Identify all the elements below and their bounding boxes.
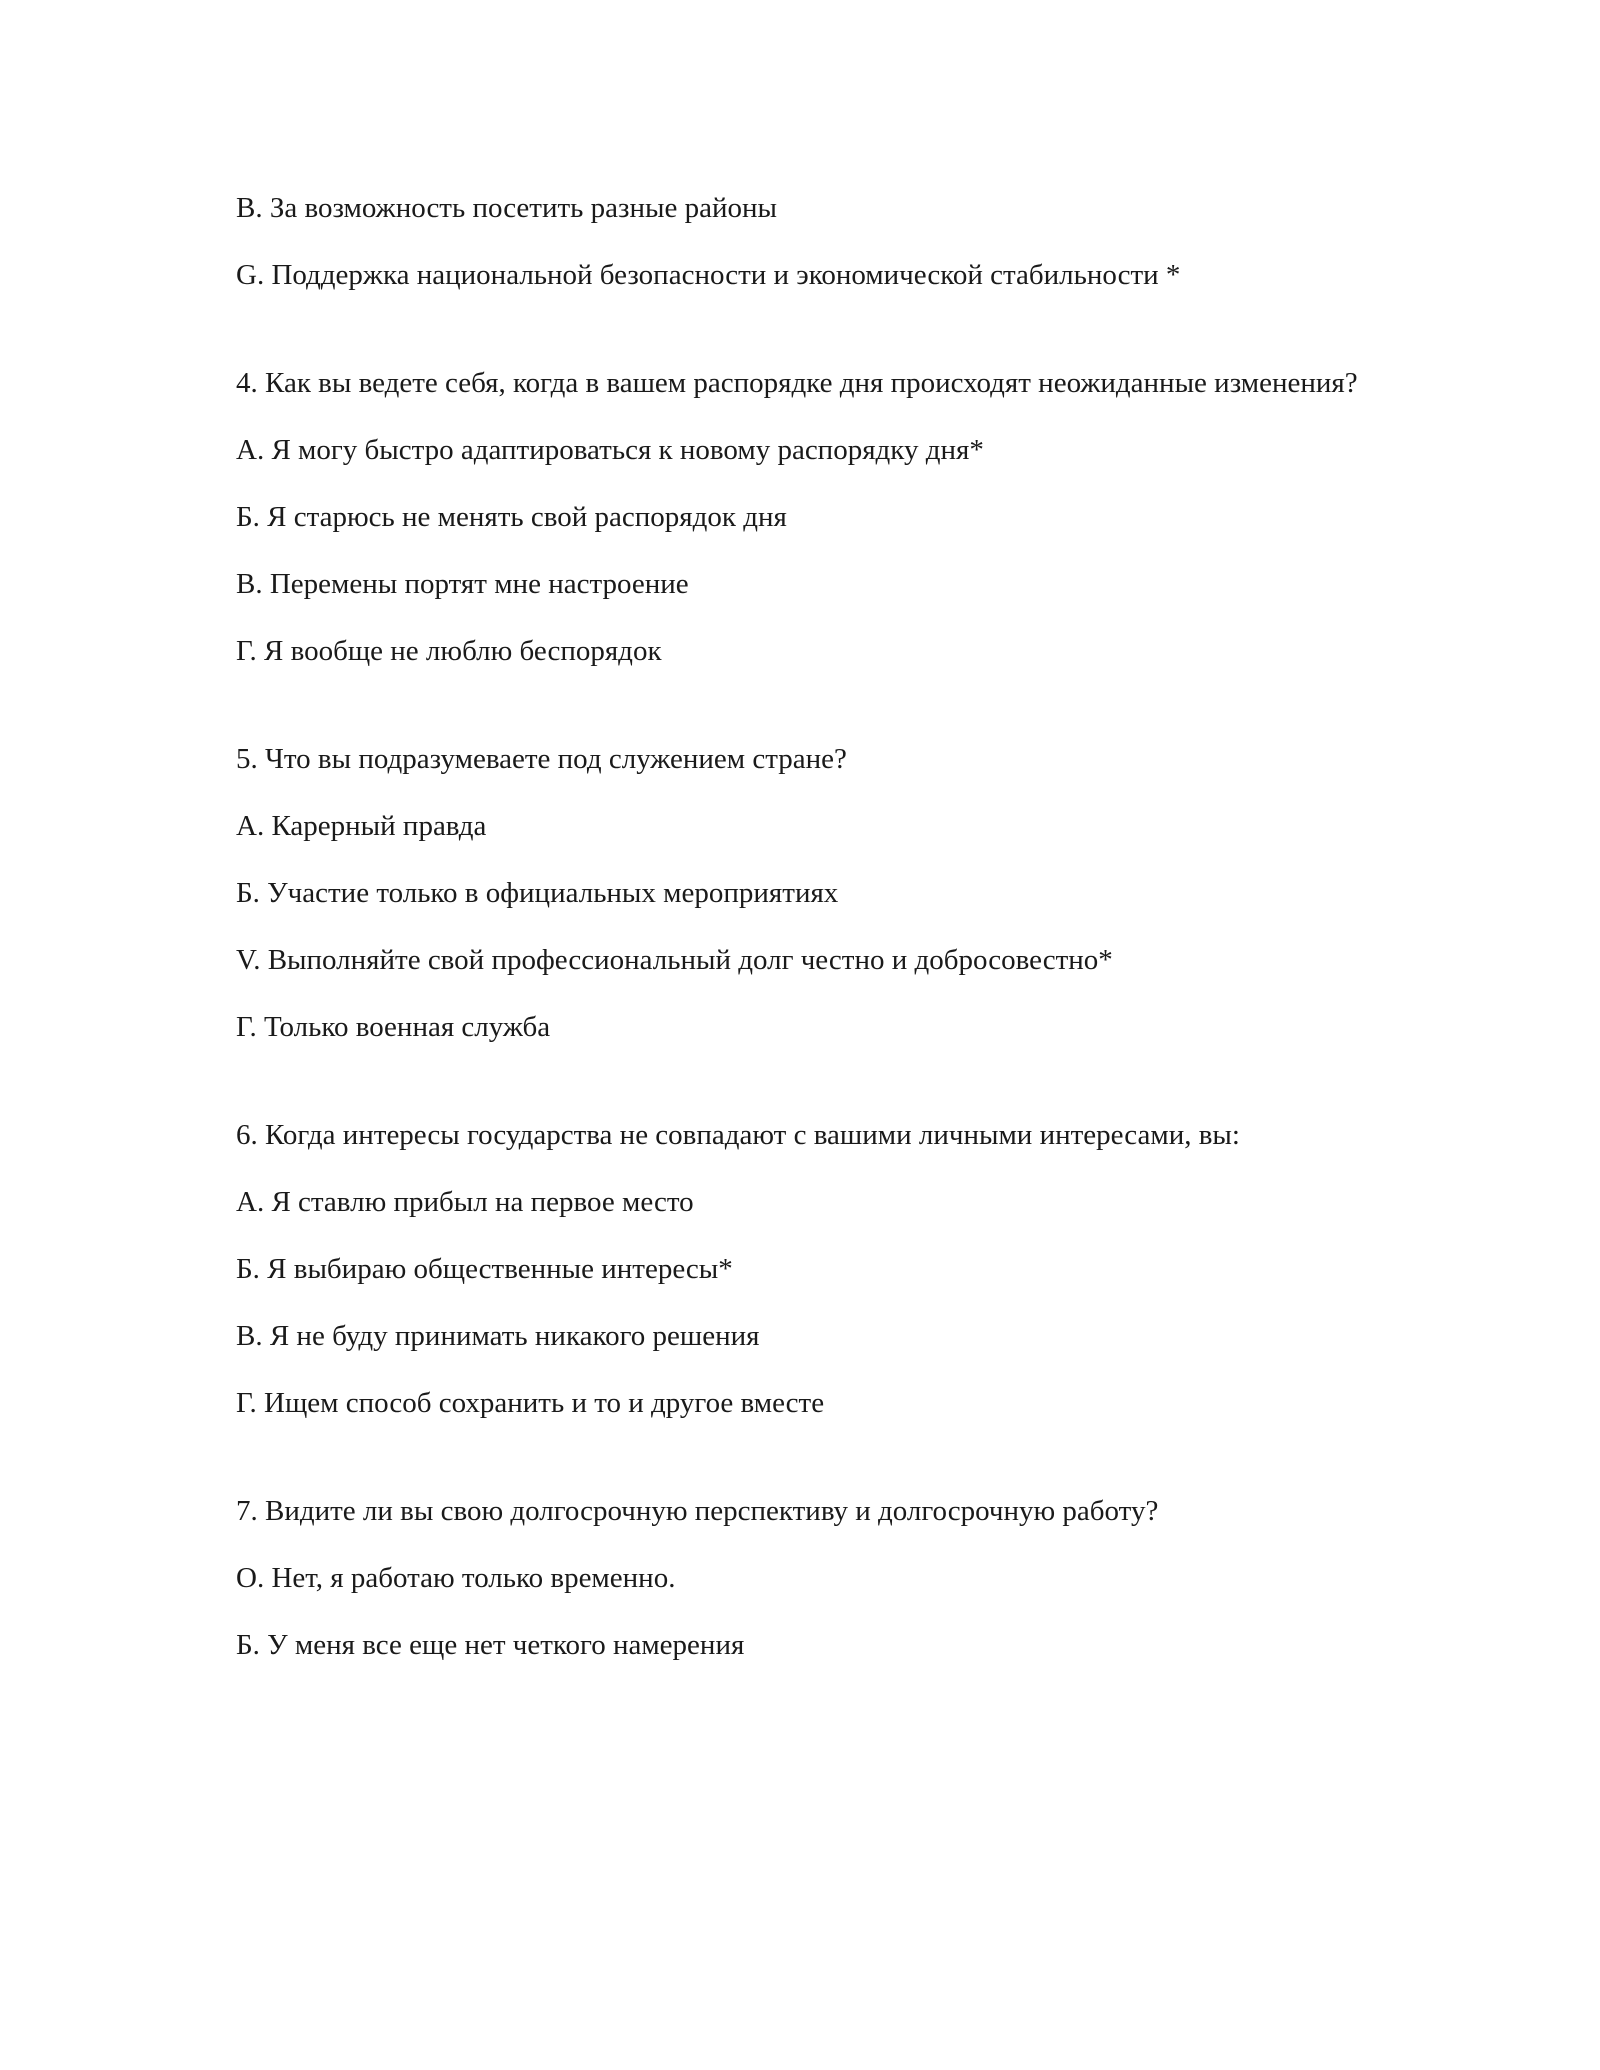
question-text: 4. Как вы ведете себя, когда в вашем распорядке дня происходят неожиданные изменения?: [236, 367, 1358, 399]
question-text: 6. Когда интересы государства не совпадают с вашими личными интересами, вы:: [236, 1119, 1240, 1151]
option-text: Г. Ищем способ сохранить и то и другое вместе: [236, 1387, 825, 1419]
option-text: В. За возможность посетить разные районы: [236, 192, 777, 224]
option-text: О. Нет, я работаю только временно.: [236, 1562, 676, 1594]
option-text: Б. Я старюсь не менять свой распорядок дня: [236, 501, 787, 533]
option-text: A. Я ставлю прибыл на первое место: [236, 1186, 694, 1218]
option-text: Б. У меня все еще нет четкого намерения: [236, 1629, 745, 1661]
option-text: В. Перемены портят мне настроение: [236, 568, 689, 600]
option-text: Б. Участие только в официальных мероприятиях: [236, 877, 839, 909]
question-text: 5. Что вы подразумеваете под служением стране?: [236, 743, 847, 775]
option-text: V. Выполняйте свой профессиональный долг честно и добросовестно*: [236, 944, 1113, 976]
option-text: A. Карерный правда: [236, 810, 487, 842]
option-text: В. Я не буду принимать никакого решения: [236, 1320, 760, 1352]
option-text: G. Поддержка национальной безопасности и экономической стабильности *: [236, 259, 1181, 291]
option-text: Г. Я вообще не люблю беспорядок: [236, 635, 662, 667]
option-text: A. Я могу быстро адаптироваться к новому распорядку дня*: [236, 434, 984, 466]
option-text: Б. Я выбираю общественные интересы*: [236, 1253, 733, 1285]
option-text: Г. Только военная служба: [236, 1011, 551, 1043]
document-body: [236, 188, 1386, 1692]
question-text: 7. Видите ли вы свою долгосрочную перспективу и долгосрочную работу?: [236, 1495, 1159, 1527]
